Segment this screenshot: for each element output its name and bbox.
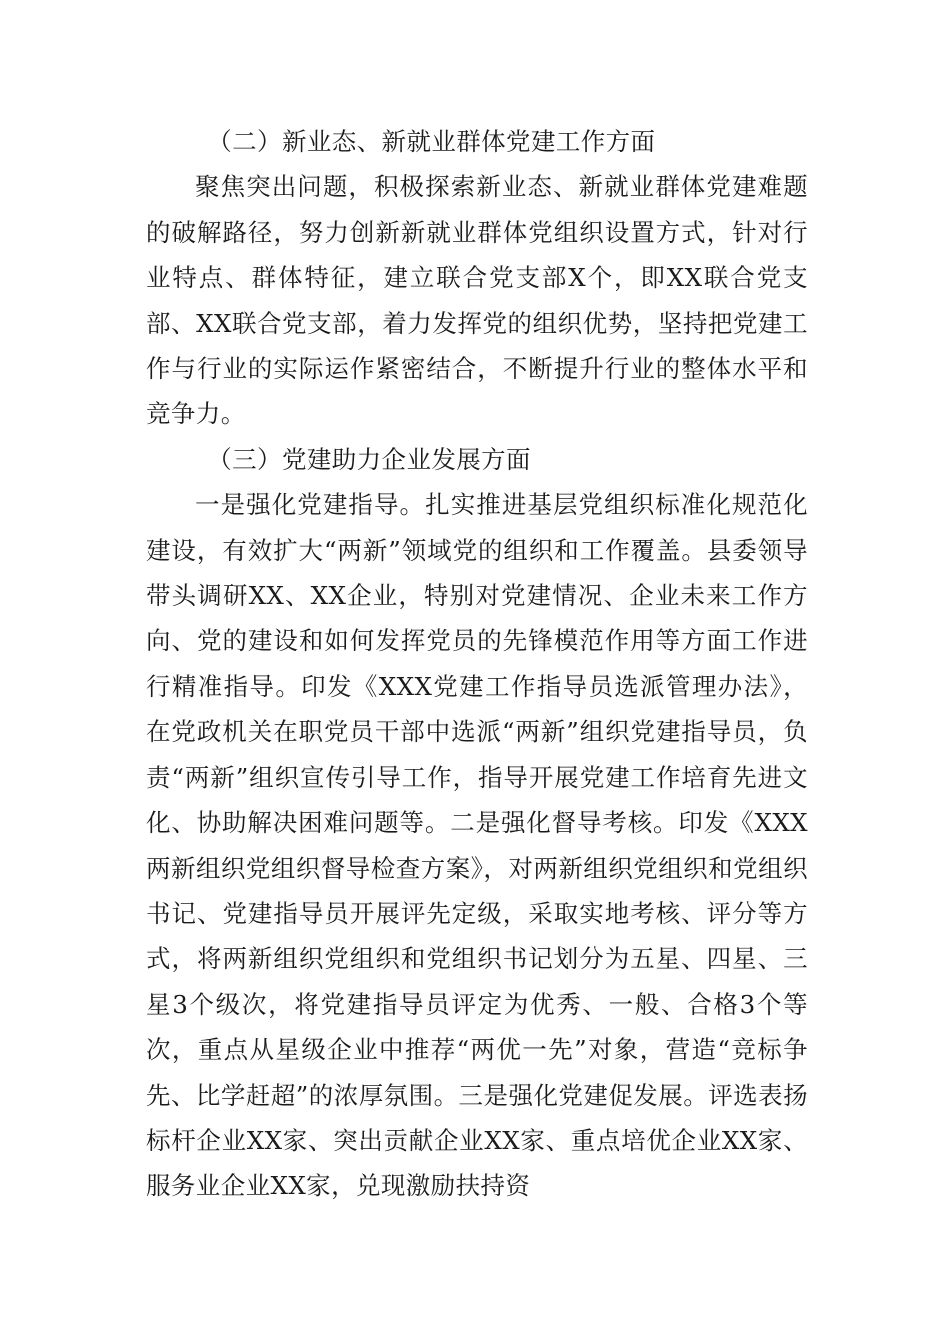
document-body bbox=[146, 119, 808, 1209]
section-heading-2: （二）新业态、新就业群体党建工作方面 bbox=[207, 127, 656, 156]
paragraph-new-business-forms: 聚焦突出问题，积极探索新业态、新就业群体党建难题的破解路径，努力创新新就业群体党组织设置方式，针对行业特点、群体特征，建立联合党支部X个，即XX联合党支部、XX联合党支部，着力发挥党的组织优势，坚持把党建工作与行业的实际运作紧密结合，不断提升行业的整体水平和竞争力。 bbox=[146, 172, 808, 429]
section-heading-3: （三）党建助力企业发展方面 bbox=[207, 444, 531, 474]
paragraph-enterprise-development: 一是强化党建指导。扎实推进基层党组织标准化规范化建设，有效扩大“两新”领域党的组织和工作覆盖。县委领导带头调研XX、XX企业，特别对党建情况、企业未来工作方向、党的建设和如何发挥党员的先锋模范作用等方面工作进行精准指导。印发《XXX党建工作指导员选派管理办法》，在党政机关在职党员干部中选派“两新”组织党建指导员，负责“两新”组织宣传引导工作，指导开展党建工作培育先进文化、协助解决困难问题等。二是强化督导考核。印发《XXX两新组织党组织督导检查方案》，对两新组织党组织和党组织书记、党建指导员开展评先定级，采取实地考核、评分等方式，将两新组织党组织和党组织书记划分为五星、四星、三星3个级次，将党建指导员评定为优秀、一般、合格3个等次，重点从星级企业中推荐“两优一先”对象，营造“竞标争先、比学赶超”的浓厚氛围。三是强化党建促发展。评选表扬标杆企业XX家、突出贡献企业XX家、重点培优企业XX家、服务业企业XX家，兑现激励扶持资 bbox=[146, 490, 808, 1201]
